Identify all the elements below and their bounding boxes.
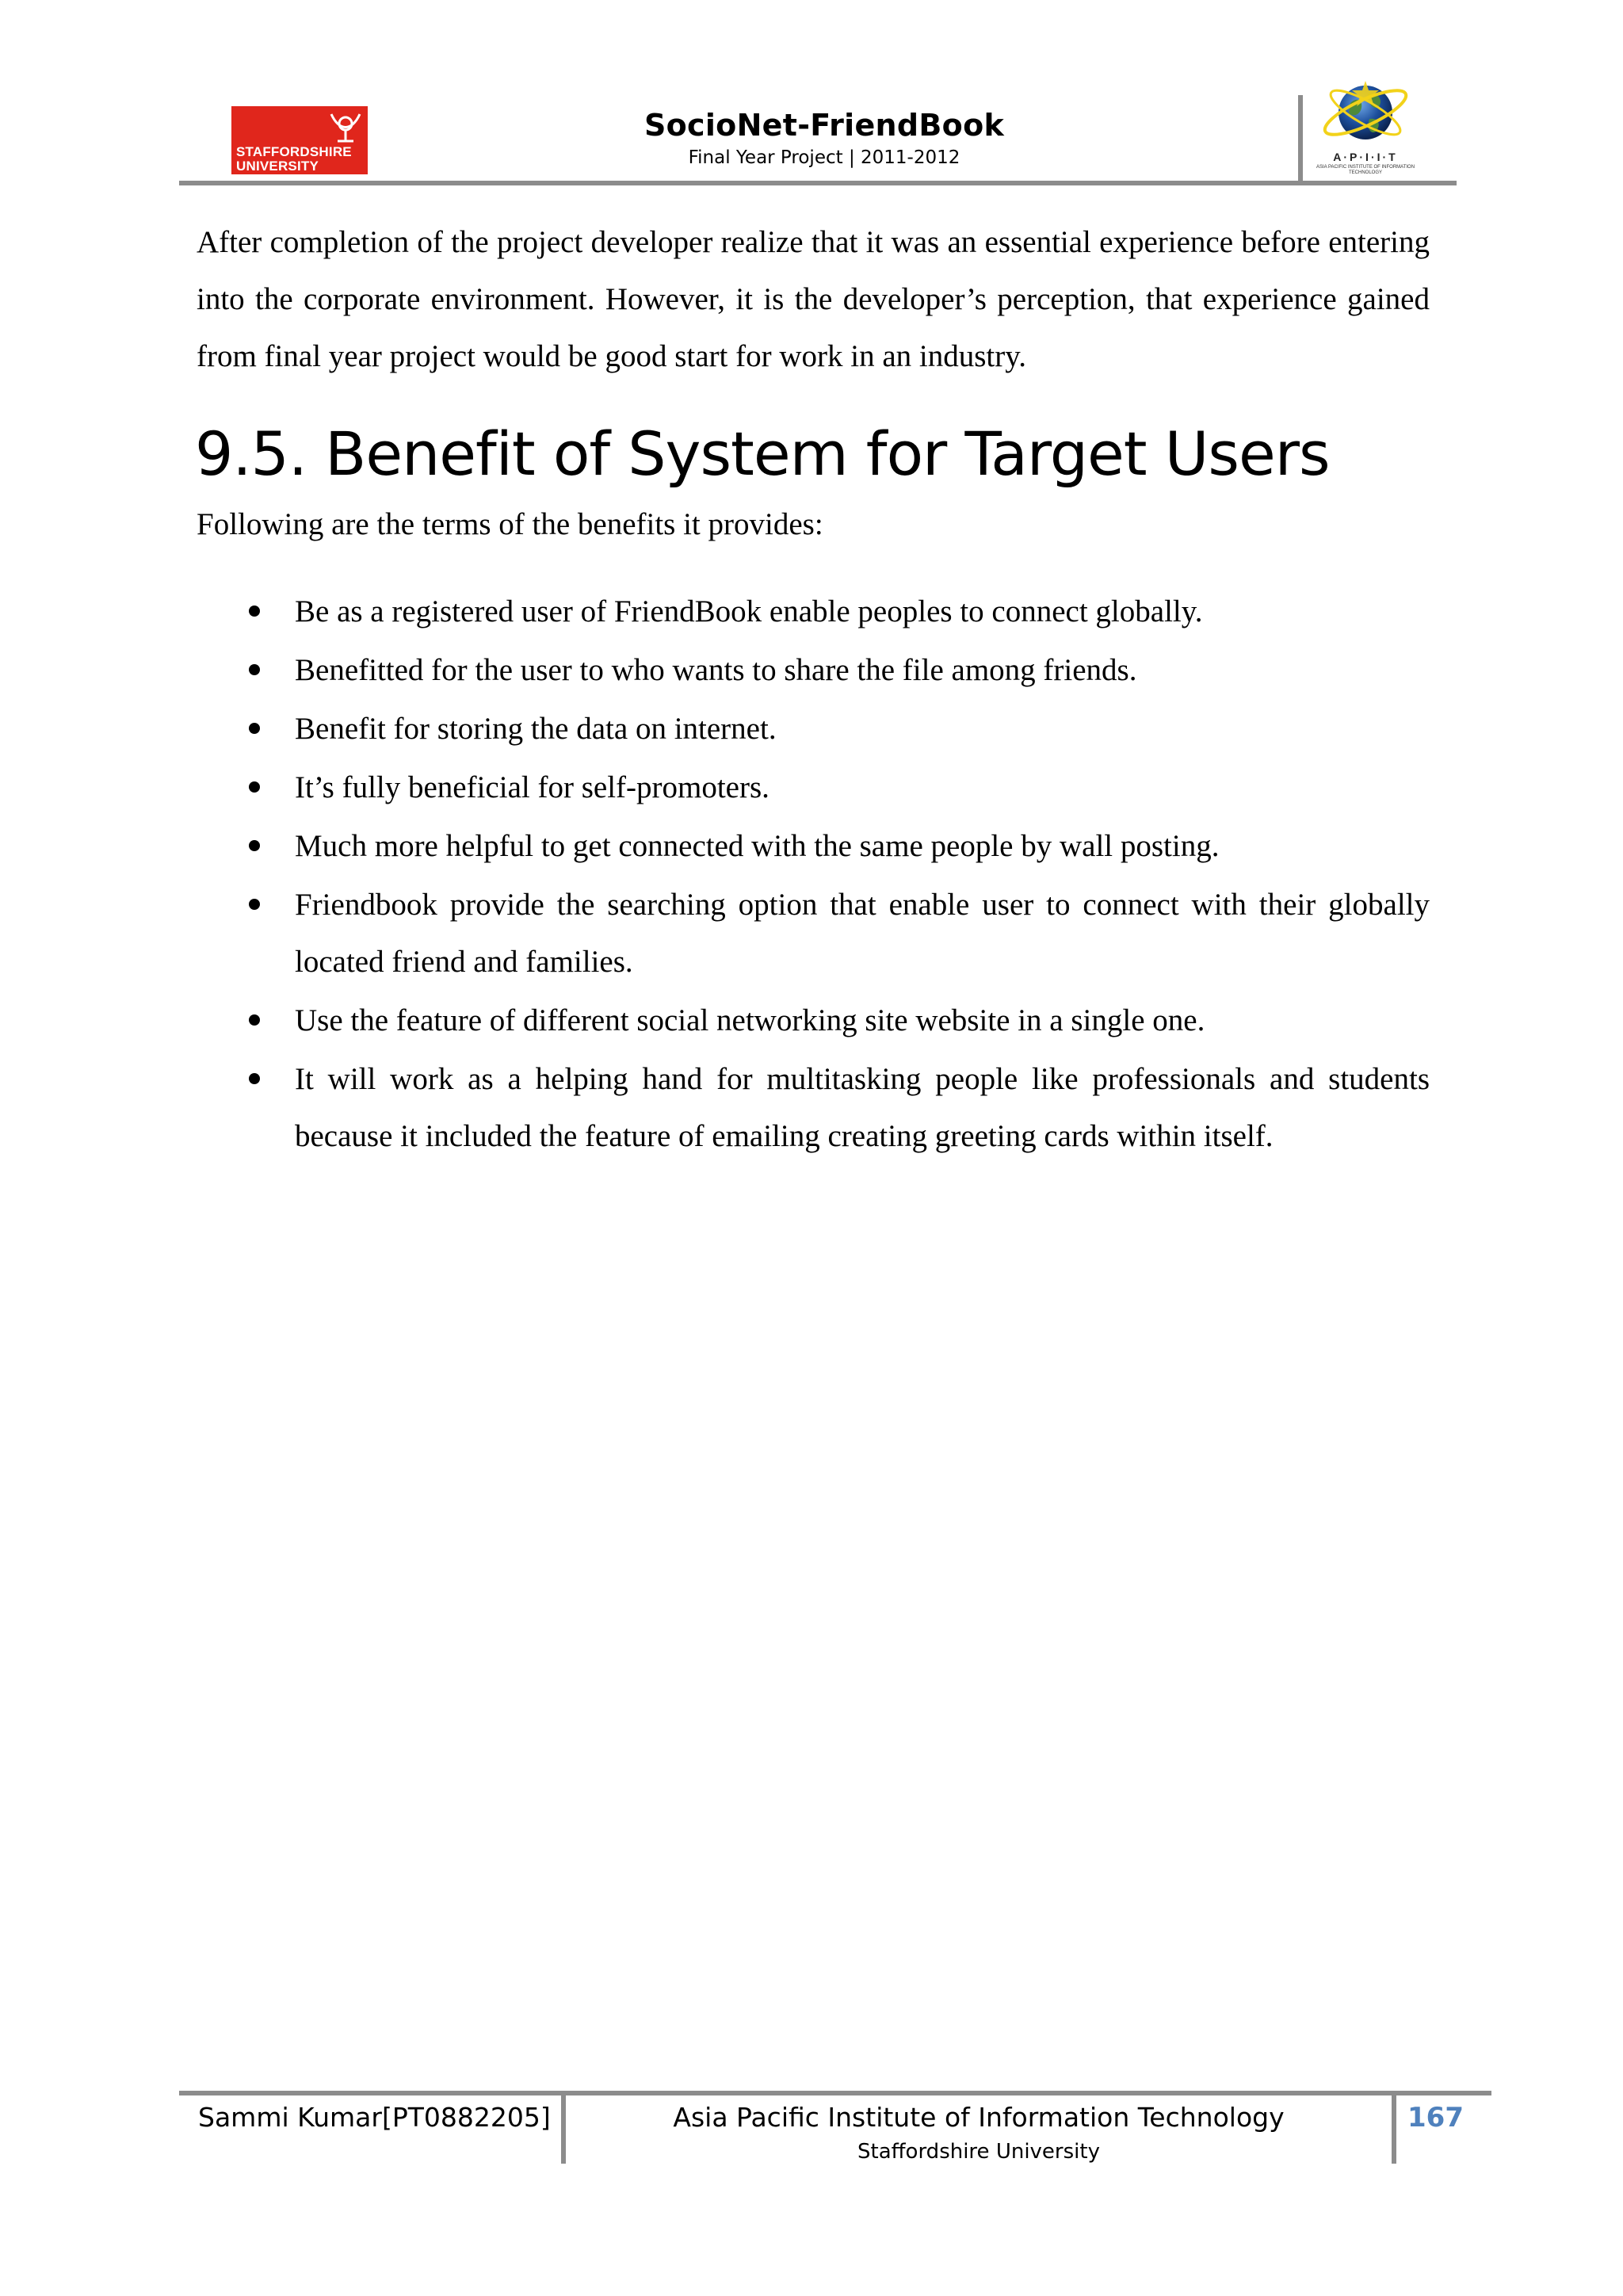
footer-university: Staffordshire University bbox=[857, 2140, 1100, 2164]
page-number: 167 bbox=[1407, 2102, 1464, 2134]
header-subtitle: Final Year Project | 2011-2012 bbox=[688, 147, 960, 168]
benefit-list bbox=[197, 583, 1430, 1167]
list-item bbox=[197, 992, 1430, 1049]
list-item-text: Friendbook provide the searching option that enable user to connect with their globally located friend and families. bbox=[295, 888, 1430, 979]
list-item bbox=[197, 1051, 1430, 1165]
list-item-text: Benefitted for the user to who wants to share the file among friends. bbox=[295, 653, 1137, 687]
staffordshire-knot-icon bbox=[327, 108, 365, 143]
header-divider bbox=[1298, 95, 1303, 181]
bullet-icon bbox=[249, 781, 260, 793]
bullet-icon bbox=[249, 899, 260, 910]
footer-institute: Asia Pacific Institute of Information Technology bbox=[673, 2102, 1285, 2133]
header-title: SocioNet-FriendBook bbox=[643, 108, 1005, 143]
bullet-icon bbox=[249, 1014, 260, 1026]
bullet-icon bbox=[249, 664, 260, 675]
footer-divider-right bbox=[1392, 2095, 1396, 2164]
logo-line1: STAFFORDSHIRE bbox=[236, 144, 352, 159]
footer-author: Sammi Kumar[PT0882205] bbox=[198, 2102, 551, 2133]
apiit-fullname: ASIA PACIFIC INSTITUTE OF INFORMATION TECHNOLOGY bbox=[1316, 165, 1415, 175]
list-item bbox=[197, 701, 1430, 758]
list-item-text: It’s fully beneficial for self-promoters. bbox=[295, 770, 769, 804]
list-item-text: Be as a registered user of FriendBook enable peoples to connect globally. bbox=[295, 594, 1203, 628]
staffordshire-university-logo bbox=[231, 106, 368, 174]
list-item-text: Use the feature of different social networking site website in a single one. bbox=[295, 1003, 1205, 1037]
list-item bbox=[197, 818, 1430, 875]
bullet-icon bbox=[249, 723, 260, 734]
list-item bbox=[197, 759, 1430, 816]
list-item bbox=[197, 877, 1430, 991]
bullet-icon bbox=[249, 1073, 260, 1084]
header-rule bbox=[179, 181, 1457, 185]
section-lead: Following are the terms of the benefits it provides: bbox=[197, 507, 823, 541]
bullet-icon bbox=[249, 606, 260, 617]
list-item-text: Much more helpful to get connected with the same people by wall posting. bbox=[295, 829, 1220, 863]
list-item-text: Benefit for storing the data on internet. bbox=[295, 712, 777, 746]
apiit-letters: A·P·I·I·T bbox=[1333, 151, 1398, 163]
bullet-icon bbox=[249, 840, 260, 851]
intro-paragraph: After completion of the project developer realize that it was an essential experience before entering into the corporate environment. However, it is the developer’s perception, that experience gained from final year project would be good start for work in an industry. bbox=[197, 225, 1430, 373]
footer-divider-left bbox=[561, 2095, 566, 2164]
list-item-text: It will work as a helping hand for multitasking people like professionals and students because it included the feature of emailing creating greeting cards within itself. bbox=[295, 1062, 1430, 1153]
footer-rule bbox=[179, 2091, 1491, 2095]
list-item bbox=[197, 642, 1430, 699]
section-heading: 9.5. Benefit of System for Target Users bbox=[195, 418, 1330, 489]
list-item bbox=[197, 583, 1430, 640]
logo-line2: UNIVERSITY bbox=[236, 159, 319, 174]
